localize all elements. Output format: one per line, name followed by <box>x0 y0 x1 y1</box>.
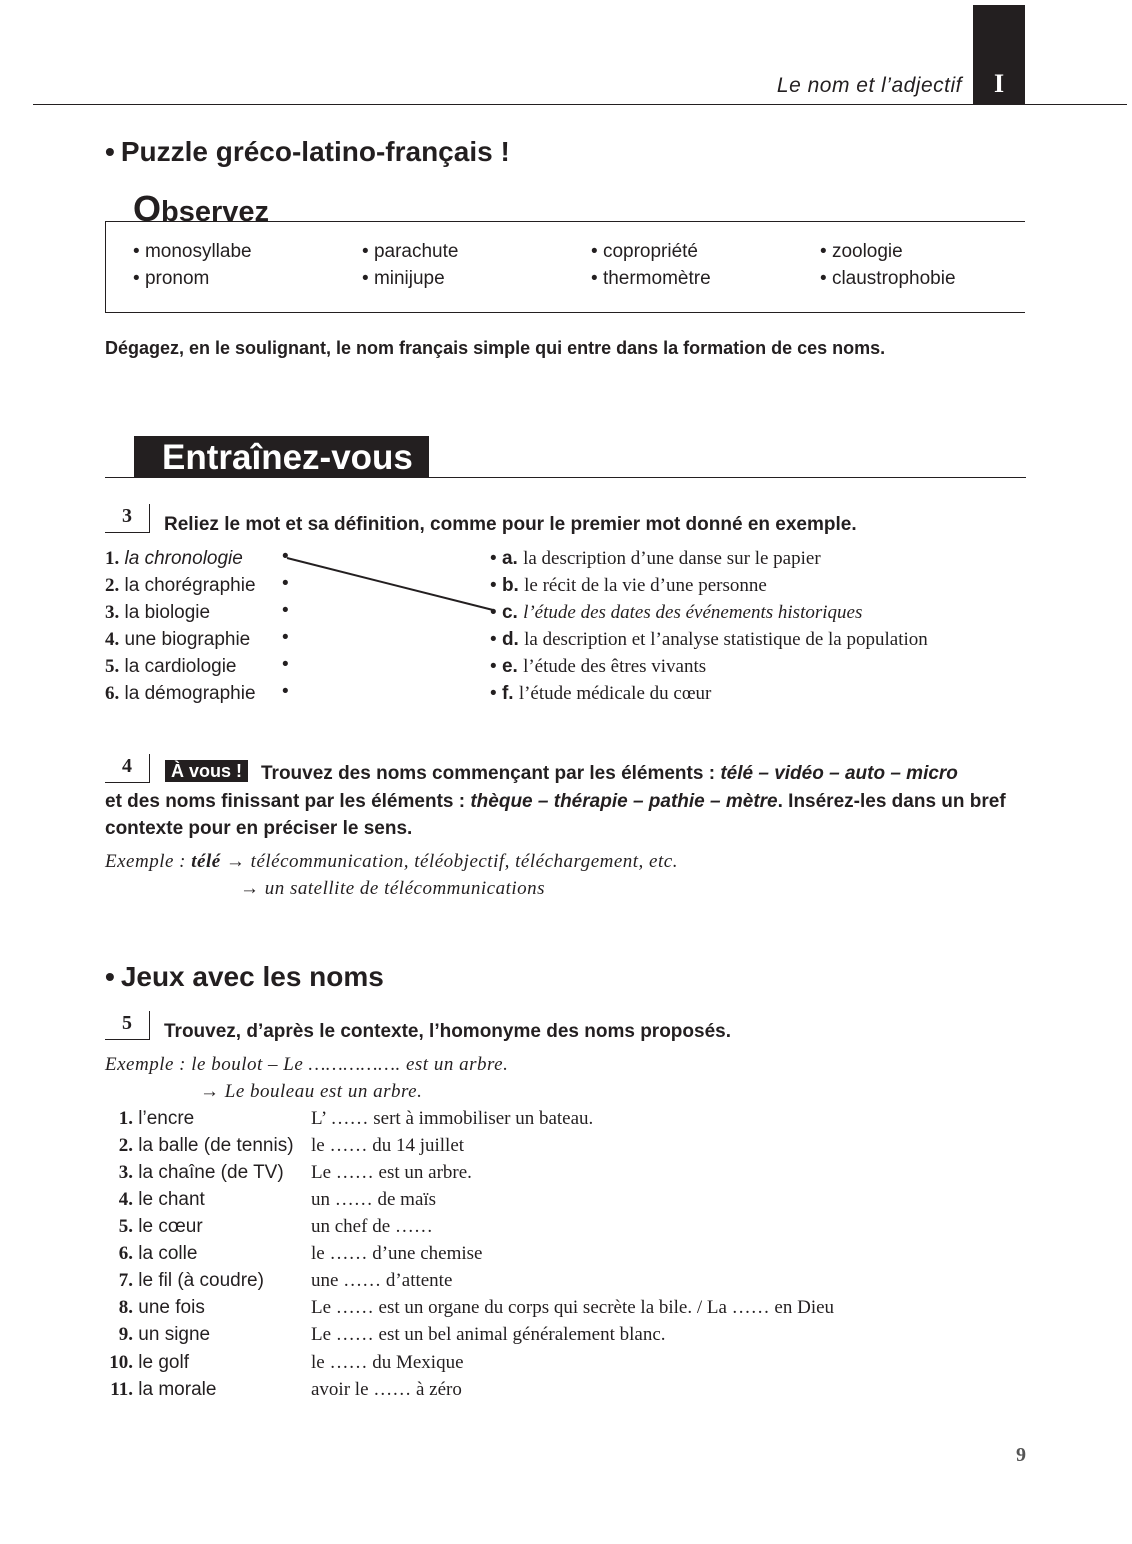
match-left-item[interactable]: 5. la cardiologie <box>105 656 237 677</box>
page-number: 9 <box>1016 1444 1026 1466</box>
homonym-sentence[interactable]: le …… du Mexique <box>311 1352 464 1373</box>
homonym-sentence[interactable]: le …… du 14 juillet <box>311 1135 465 1156</box>
homonym-sentence[interactable]: Le …… est un arbre. <box>311 1162 472 1183</box>
exercise-3-instruction: Reliez le mot et sa définition, comme pour le premier mot donné en exemple. <box>164 514 857 535</box>
homonym-sentence[interactable]: une …… d’attente <box>311 1270 453 1291</box>
homonym-row: 4. le chant <box>118 1189 205 1210</box>
match-left-item[interactable]: 4. une biographie <box>105 629 251 650</box>
match-dot[interactable]: • <box>282 627 289 648</box>
homonym-sentence[interactable]: L’ …… sert à immobiliser un bateau. <box>311 1108 594 1129</box>
section-title-jeux <box>105 961 384 993</box>
chapter-number: I <box>993 69 1005 98</box>
exercise-number-3: 3 <box>105 504 150 533</box>
observe-word: • pronom <box>133 268 210 289</box>
a-vous-badge: À vous ! <box>165 760 248 782</box>
match-right-item[interactable]: • d. la description et l’analyse statistique de la population <box>490 629 928 650</box>
homonym-row: 7. le fil (à coudre) <box>118 1270 264 1291</box>
homonym-row: 11. la morale <box>110 1379 217 1400</box>
homonym-sentence[interactable]: avoir le …… à zéro <box>311 1379 462 1400</box>
match-right-item[interactable]: • e. l’étude des êtres vivants <box>490 656 707 677</box>
observez-instruction: Dégagez, en le soulignant, le nom français simple qui entre dans la formation de ces noms. <box>105 338 886 358</box>
observe-word: • claustrophobie <box>820 268 956 289</box>
exercise-4-line1: Trouvez des noms commençant par les éléments : télé – vidéo – auto – micro <box>261 763 958 784</box>
observez-heading: Observez <box>133 188 270 229</box>
homonym-sentence[interactable]: Le …… est un organe du corps qui secrète la bile. / La …… en Dieu <box>311 1297 835 1318</box>
match-left-item[interactable]: 1. la chronologie <box>105 548 243 569</box>
chapter-title: Le nom et l’adjectif <box>776 74 962 97</box>
matching-line <box>287 558 493 610</box>
homonym-row: 8. une fois <box>118 1297 205 1318</box>
observe-word: • minijupe <box>362 268 445 289</box>
homonym-row: 2. la balle (de tennis) <box>118 1135 294 1156</box>
bullet: • <box>105 136 115 167</box>
observe-word: • copropriété <box>591 241 698 262</box>
match-dot[interactable]: • <box>282 654 289 675</box>
homonym-sentence[interactable]: Le …… est un bel animal généralement blanc. <box>311 1324 666 1345</box>
homonym-sentence[interactable]: un …… de maïs <box>311 1189 437 1210</box>
exercise-number-5: 5 <box>105 1011 150 1040</box>
observe-word: • thermomètre <box>591 268 711 289</box>
match-right-item[interactable]: • a. la description d’une danse sur le papier <box>490 548 821 569</box>
match-dot[interactable]: • <box>282 600 289 621</box>
match-right-item[interactable]: • b. le récit de la vie d’une personne <box>490 575 767 596</box>
exercise-5-example-line2: → Le bouleau est un arbre. <box>200 1081 423 1102</box>
homonym-row: 10. le golf <box>109 1352 189 1373</box>
match-left-item[interactable]: 6. la démographie <box>105 683 256 704</box>
homonym-row: 9. un signe <box>118 1324 211 1345</box>
exercise-number-4: 4 <box>105 754 150 783</box>
exercise-4-example-line2: → un satellite de télécommunications <box>240 878 546 899</box>
match-right-item[interactable]: • f. l’étude médicale du cœur <box>490 683 712 704</box>
observe-word: • parachute <box>362 241 459 262</box>
homonym-sentence[interactable]: un chef de …… <box>311 1216 433 1237</box>
match-dot[interactable]: • <box>282 573 289 594</box>
homonym-row: 3. la chaîne (de TV) <box>118 1162 284 1183</box>
section-title-text: Puzzle gréco-latino-français ! <box>120 136 510 167</box>
exercise-4-example-line1: Exemple : télé → télécommunication, téléobjectif, téléchargement, etc. <box>105 851 678 872</box>
match-left-item[interactable]: 3. la biologie <box>105 602 211 623</box>
entrainez-title: Entraînez-vous <box>162 438 413 477</box>
match-left-item[interactable]: 2. la chorégraphie <box>105 575 256 596</box>
homonym-sentence[interactable]: le …… d’une chemise <box>311 1243 483 1264</box>
match-right-item[interactable]: • c. l’étude des dates des événements historiques <box>490 602 863 623</box>
bullet: • <box>105 961 115 992</box>
homonym-row: 5. le cœur <box>118 1216 203 1237</box>
homonym-row: 1. l’encre <box>118 1108 195 1129</box>
exercise-5-example-line1: Exemple : le boulot – Le ……………. est un arbre. <box>105 1054 509 1075</box>
match-dot[interactable]: • <box>282 546 289 567</box>
exercise-5-instruction: Trouvez, d’après le contexte, l’homonyme des noms proposés. <box>164 1021 731 1042</box>
exercise-4-line2: et des noms finissant par les éléments : thèque – thérapie – pathie – mètre. Insérez-les dans un bref <box>105 791 1006 812</box>
observe-word: • monosyllabe <box>133 241 252 262</box>
homonym-row: 6. la colle <box>118 1243 198 1264</box>
match-dot[interactable]: • <box>282 681 289 702</box>
observe-word: • zoologie <box>820 241 903 262</box>
section-title-text: Jeux avec les noms <box>120 961 384 992</box>
exercise-4-line3: contexte pour en préciser le sens. <box>105 818 413 839</box>
